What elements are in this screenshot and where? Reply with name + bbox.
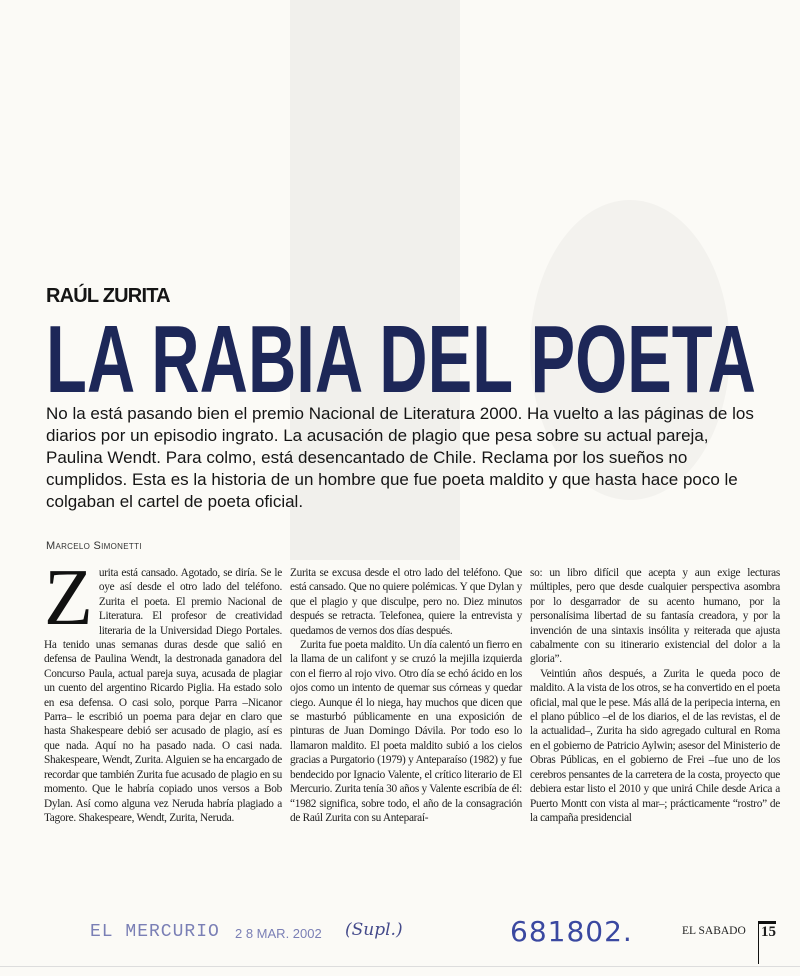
stamp-date: 2 8 MAR. 2002	[235, 926, 322, 941]
article-column-1	[44, 554, 282, 825]
article-deck: No la está pasando bien el premio Nacional de Literatura 2000. Ha vuelto a las páginas de los diarios por un episodio ingrato. La acusación de plagio que pesa sobre su actual pareja, Paulina Wendt. Para colmo, está desencantado de Chile. Reclama por los sueños no cumplidos. Esta es la historia de un hombre que fue poeta maldito y que hasta hace poco le colgaban el cartel de poeta oficial.	[46, 404, 754, 511]
clipping-edge	[0, 966, 800, 967]
article-column-3	[530, 566, 780, 825]
drop-cap: Z	[44, 554, 93, 642]
paragraph: so: un libro difícil que acepta y aun exige lecturas múltiples, pero que desde cualquier perspectiva asombra por lo desgarrador de su acento humano, por la personalísima libertad de su fantasía creadora, y por la invención de una sintaxis insólita y reiterada que ajusta cabalmente con su itinerario existencial del dolor a la gloria”.	[530, 567, 780, 666]
article-title-graphic	[46, 306, 758, 402]
article-byline: Marcelo Simonetti	[46, 540, 142, 552]
handwritten-number: 681802.	[510, 915, 633, 948]
paragraph: Zurita fue poeta maldito. Un día calentó un fierro en la llama de un califont y se cruzó la mejilla izquierda con el fierro al rojo vivo. Otro día se echó ácido en los ojos como un intento de quemar sus córneas y quedar ciego. Aunque él lo niega, hay muchos que dicen que se masturbó públicamente en una exposición de pinturas de Juan Domingo Dávila. Por todo eso lo llamaron maldito. El poeta maldito subió a los cielos gracias a Purgatorio (1979) y Anteparaíso (1982) y fue bendecido por Ignacio Valente, el crítico literario de El Mercurio. Zurita tenía 30 años y Valente escribía de él: “1982 significa, sobre todo, el año de la consagración de Raúl Zurita con su Anteparaí-	[290, 639, 522, 824]
handwritten-note: (Supl.)	[345, 920, 403, 940]
article-column-2	[290, 566, 522, 825]
page-number: 15	[758, 921, 776, 964]
section-name: EL SABADO	[682, 925, 746, 937]
newspaper-stamp: EL MERCURIO	[90, 922, 220, 942]
article-kicker: RAÚL ZURITA	[46, 285, 170, 307]
article-title: LA RABIA DEL POETA	[46, 306, 756, 402]
paragraph: Veintiún años después, a Zurita le queda poco de maldito. A la vista de los otros, se ha convertido en el poeta oficial, mal que le pese. Más allá de la peripecia interna, en el plano público –el de los diarios, el de las revistas, el de la actualidad–, Zurita ha sido agregado cultural en Roma en el gobierno de Patricio Aylwin; asesor del Ministerio de Obras Públicas, en el gobierno de Frei –fue uno de los cerebros pensantes de la carretera de la costa, proyecto que debiera estar listo el 2010 y que unirá Chile desde Arica a Puerto Montt con vista al mar–; prácticamente “rostro” de la campaña presidencial	[530, 667, 780, 824]
paragraph: Zurita se excusa desde el otro lado del teléfono. Que está cansado. Que no quiere polémicas. Y que Dylan y que el plagio y que disculpe, pero no. Diez minutos después se retracta. Telefonea, quiere la entrevista y quedamos de vernos dos días después.	[290, 567, 522, 637]
paragraph: urita está cansado. Agotado, se diría. Se le oye así desde el otro lado del teléfono. Zurita el poeta. El premio Nacional de Literatura. El profesor de creatividad literaria de la Universidad Diego Portales. Ha tenido unas semanas duras desde que salió en defensa de Paulina Wendt, la destronada ganadora del Concurso Paula, actual pareja suya, acusada de plagiar un cuento del argentino Ricardo Piglia. Ha estado solo en esa defensa. O casi solo, porque Parra –Nicanor Parra– le escribió un poema para dejar en claro que hasta Shakespeare debió ser acusado de plagio, así es que nada. Aquí no ha pasado nada. O casi nada. Shakespeare, Wendt, Zurita. Alguien se ha encargado de recordar que también Zurita fue acusado de plagio en su momento. Que le habría copiado unos versos a Bob Dylan. Así como alguna vez Neruda habría plagiado a Tagore. Shakespeare, Wendt, Zurita, Neruda.	[44, 567, 282, 824]
